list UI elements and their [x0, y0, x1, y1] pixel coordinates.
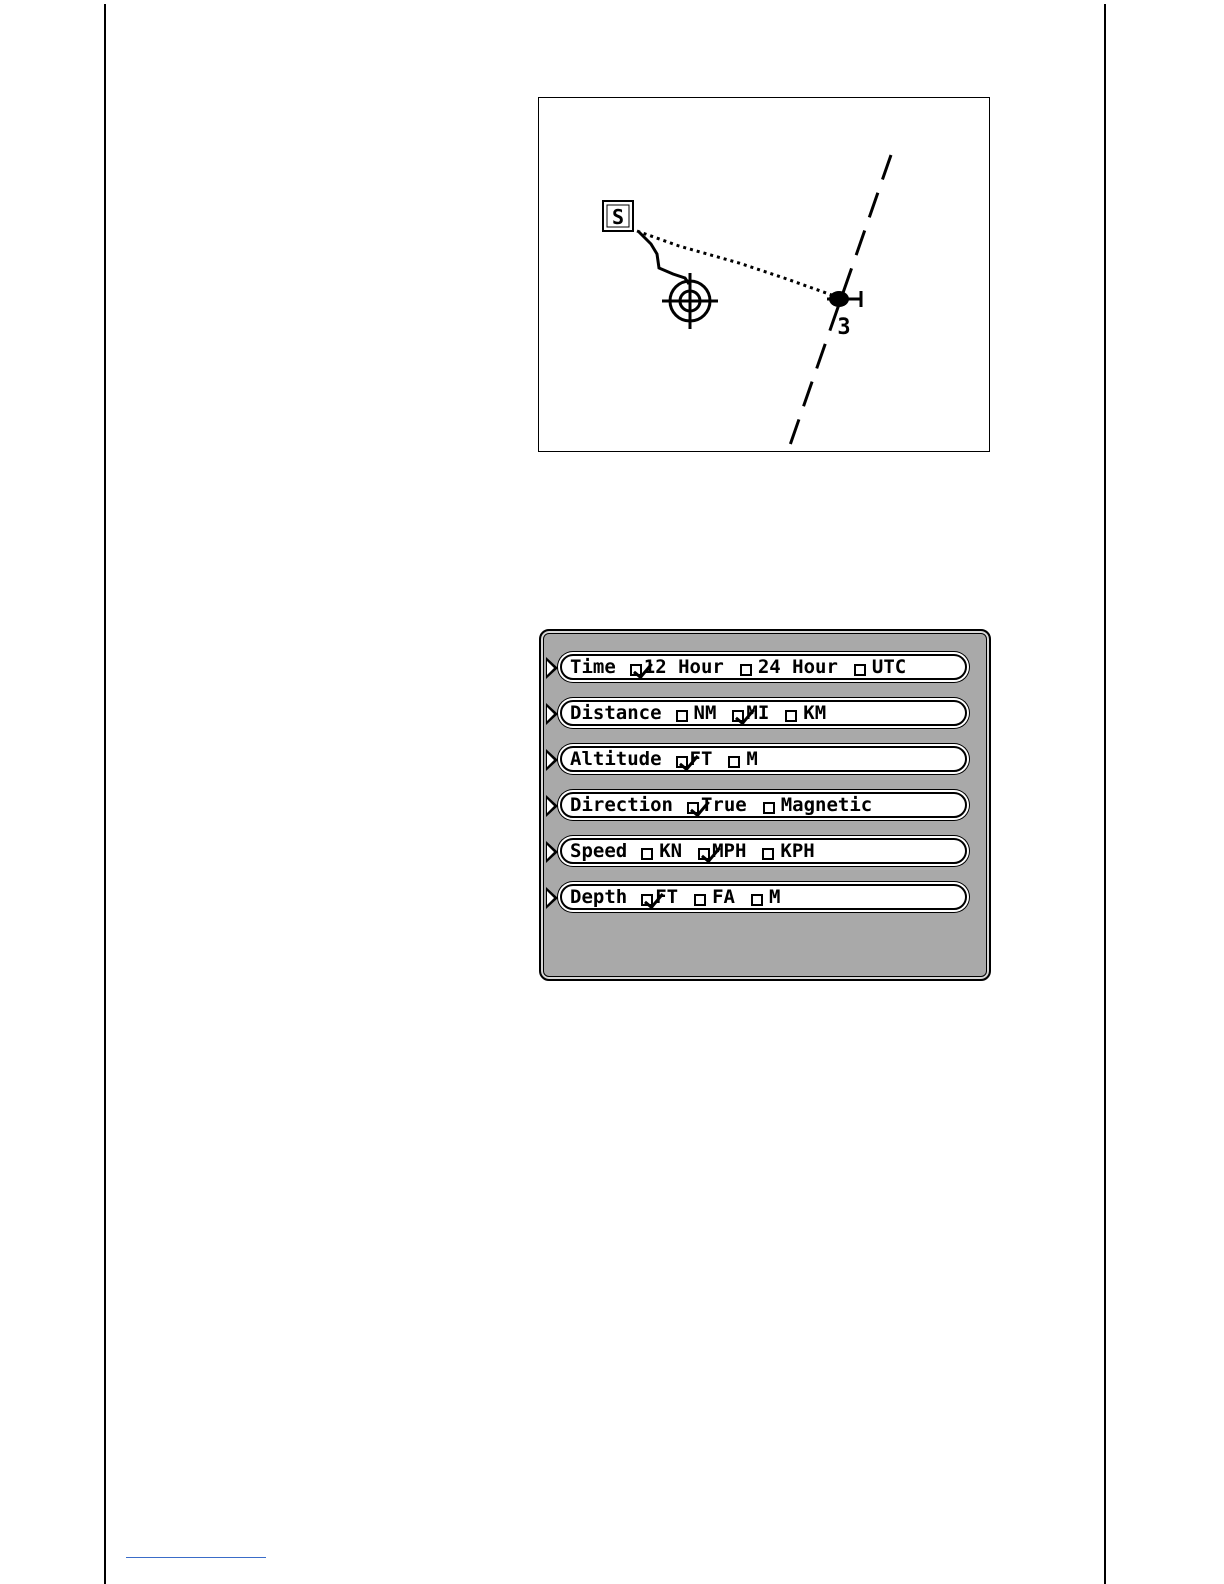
checkbox-icon[interactable]	[676, 710, 688, 722]
row-label: Distance	[570, 702, 662, 724]
checkbox-checked-icon[interactable]	[687, 802, 699, 814]
option-m[interactable]: M	[751, 886, 780, 908]
checkbox-icon[interactable]	[694, 894, 706, 906]
menu-row-depth[interactable]	[546, 884, 971, 914]
option-km[interactable]: KM	[785, 702, 826, 724]
option-kn[interactable]: KN	[641, 840, 682, 862]
units-menu	[539, 629, 991, 981]
row-pill[interactable]	[560, 838, 967, 864]
row-pill[interactable]	[560, 792, 967, 818]
row-arrow-icon	[546, 749, 558, 771]
menu-row-altitude[interactable]	[546, 746, 971, 776]
checkbox-icon[interactable]	[641, 848, 653, 860]
checkbox-icon[interactable]	[763, 802, 775, 814]
menu-row-speed[interactable]	[546, 838, 971, 868]
footnote-rule	[126, 1557, 266, 1558]
checkbox-checked-icon[interactable]	[698, 848, 710, 860]
map-canvas[interactable]	[539, 98, 989, 451]
option-24-hour[interactable]: 24 Hour	[740, 656, 838, 678]
option-true[interactable]: True	[687, 794, 747, 816]
option-fa[interactable]: FA	[694, 886, 735, 908]
map-screen[interactable]	[538, 97, 990, 452]
page-margin-left	[104, 4, 106, 1584]
option-ft[interactable]: FT	[641, 886, 678, 908]
option-nm[interactable]: NM	[676, 702, 717, 724]
menu-row-time[interactable]	[546, 654, 971, 684]
option-kph[interactable]: KPH	[762, 840, 814, 862]
row-arrow-icon	[546, 887, 558, 909]
menu-row-distance[interactable]	[546, 700, 971, 730]
row-label: Direction	[570, 794, 673, 816]
row-arrow-icon	[546, 657, 558, 679]
option-mph[interactable]: MPH	[698, 840, 746, 862]
row-pill[interactable]	[560, 700, 967, 726]
checkbox-checked-icon[interactable]	[732, 710, 744, 722]
checkbox-icon[interactable]	[740, 664, 752, 676]
row-arrow-icon	[546, 703, 558, 725]
checkbox-icon[interactable]	[785, 710, 797, 722]
option-magnetic[interactable]: Magnetic	[763, 794, 873, 816]
checkbox-icon[interactable]	[728, 756, 740, 768]
checkbox-checked-icon[interactable]	[630, 664, 642, 676]
row-arrow-icon	[546, 841, 558, 863]
row-label: Time	[570, 656, 616, 678]
row-label: Speed	[570, 840, 628, 862]
checkbox-checked-icon[interactable]	[676, 756, 688, 768]
option-ft[interactable]: FT	[676, 748, 713, 770]
option-utc[interactable]: UTC	[854, 656, 906, 678]
menu-row-direction[interactable]	[546, 792, 971, 822]
page-margin-right	[1104, 4, 1106, 1584]
row-label: Altitude	[570, 748, 662, 770]
checkbox-icon[interactable]	[762, 848, 774, 860]
row-pill[interactable]	[560, 746, 967, 772]
row-arrow-icon	[546, 795, 558, 817]
option-mi[interactable]: MI	[732, 702, 769, 724]
row-pill[interactable]	[560, 654, 967, 680]
option-m[interactable]: M	[728, 748, 757, 770]
row-pill[interactable]	[560, 884, 967, 910]
waypoint-icon[interactable]	[827, 291, 861, 340]
row-label: Depth	[570, 886, 628, 908]
route-line	[637, 231, 839, 298]
checkbox-checked-icon[interactable]	[641, 894, 653, 906]
start-icon[interactable]	[603, 201, 633, 231]
start-label: S	[611, 205, 625, 229]
waypoint-number: 3	[837, 315, 851, 340]
cursor-crosshair-icon[interactable]	[662, 273, 718, 329]
option-12-hour[interactable]: 12 Hour	[630, 656, 724, 678]
checkbox-icon[interactable]	[854, 664, 866, 676]
checkbox-icon[interactable]	[751, 894, 763, 906]
